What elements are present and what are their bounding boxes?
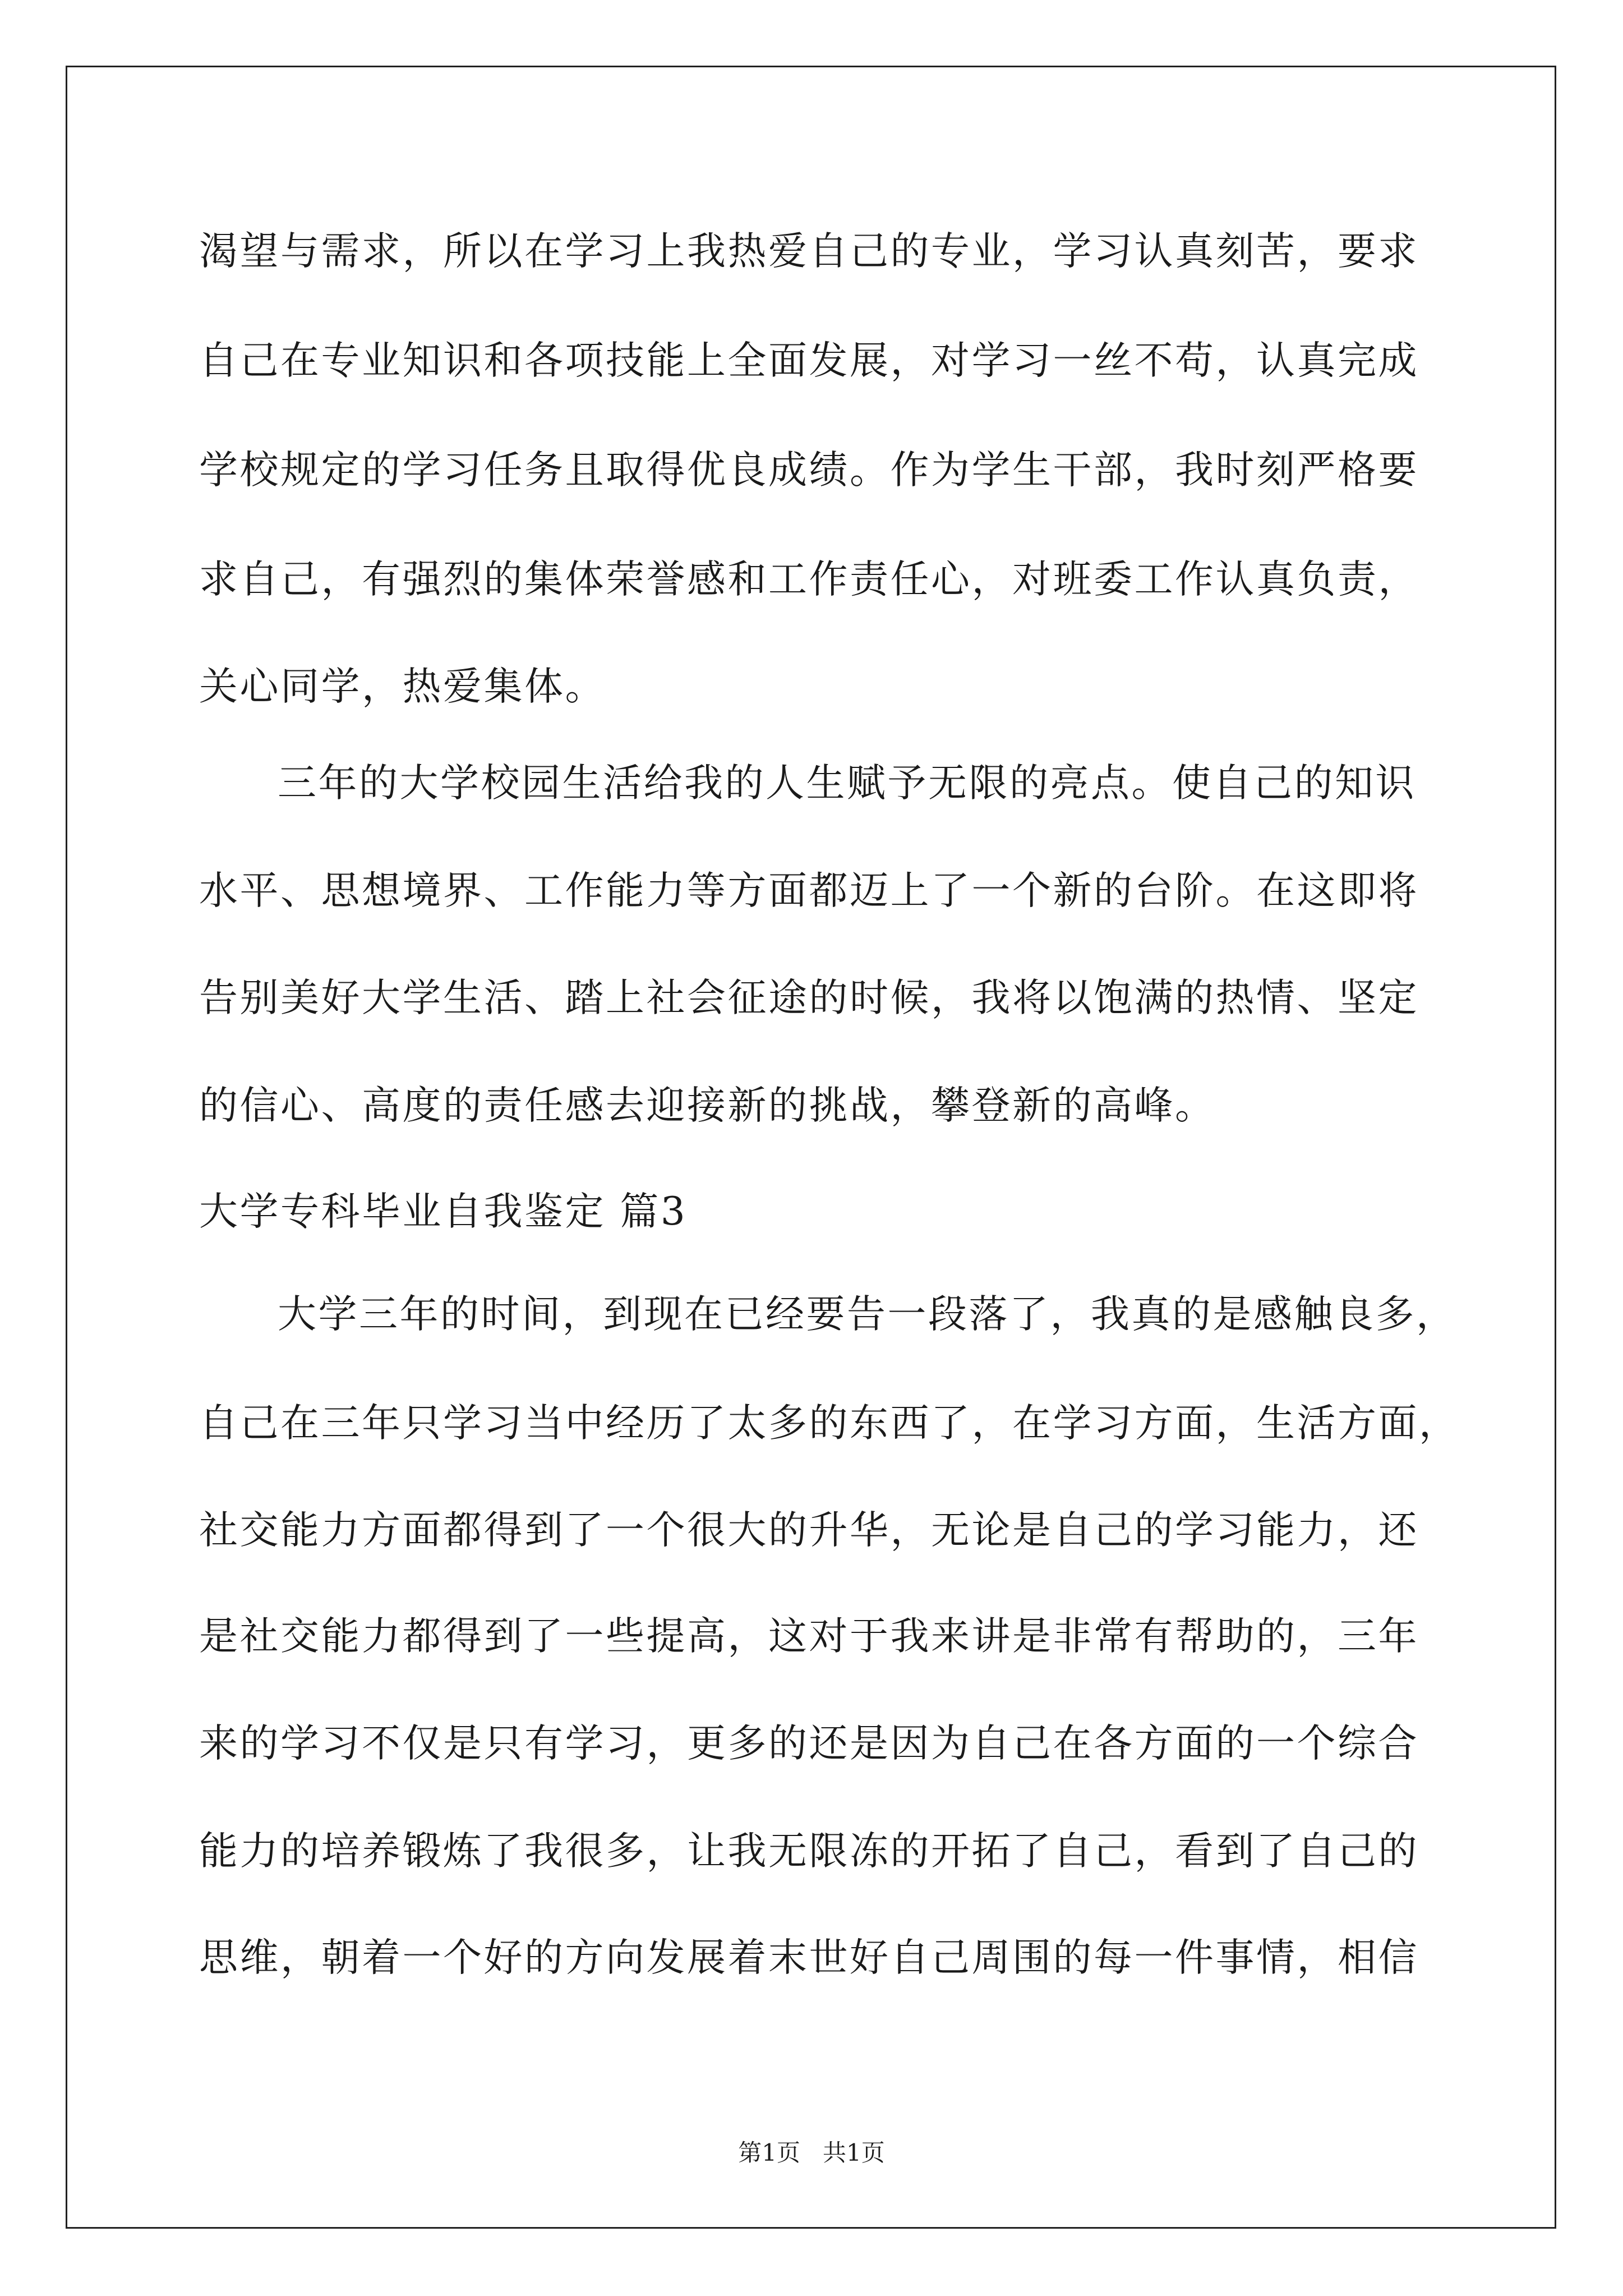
paragraph-first-line: 大学三年的时间，到现在已经要告一段落了，我真的是感触良多， [278, 1292, 1457, 1337]
text-line: 渴望与需求，所以在学习上我热爱自己的专业，学习认真刻苦，要求 [199, 229, 1419, 274]
text-line: 关心同学，热爱集体。 [199, 664, 606, 709]
section-heading: 大学专科毕业自我鉴定 篇3 [199, 1189, 688, 1234]
page-number-footer: 第1页 共1页 [738, 2139, 885, 2166]
paragraph-first-line: 三年的大学校园生活给我的人生赋予无限的亮点。使自己的知识 [278, 761, 1416, 806]
text-line: 水平、思想境界、工作能力等方面都迈上了一个新的台阶。在这即将 [199, 868, 1419, 913]
text-line: 求自己，有强烈的集体荣誉感和工作责任心，对班委工作认真负责， [199, 557, 1419, 602]
text-line: 社交能力方面都得到了一个很大的升华，无论是自己的学习能力，还 [199, 1508, 1419, 1553]
text-line: 是社交能力都得到了一些提高，这对于我来讲是非常有帮助的，三年 [199, 1614, 1419, 1659]
text-line: 自己在三年只学习当中经历了太多的东西了，在学习方面，生活方面， [199, 1401, 1460, 1446]
text-line: 能力的培养锻炼了我很多，让我无限冻的开拓了自己，看到了自己的 [199, 1829, 1419, 1874]
text-line: 来的学习不仅是只有学习，更多的还是因为自己在各方面的一个综合 [199, 1721, 1419, 1766]
text-line: 的信心、高度的责任感去迎接新的挑战，攀登新的高峰。 [199, 1083, 1216, 1128]
text-line: 告别美好大学生活、踏上社会征途的时候，我将以饱满的热情、坚定 [199, 976, 1419, 1020]
page-border [66, 66, 1556, 2229]
text-line: 自己在专业知识和各项技能上全面发展，对学习一丝不苟，认真完成 [199, 338, 1419, 383]
text-line: 学校规定的学习任务且取得优良成绩。作为学生干部，我时刻严格要 [199, 448, 1419, 493]
text-line: 思维，朝着一个好的方向发展着末世好自己周围的每一件事情，相信 [199, 1935, 1419, 1980]
